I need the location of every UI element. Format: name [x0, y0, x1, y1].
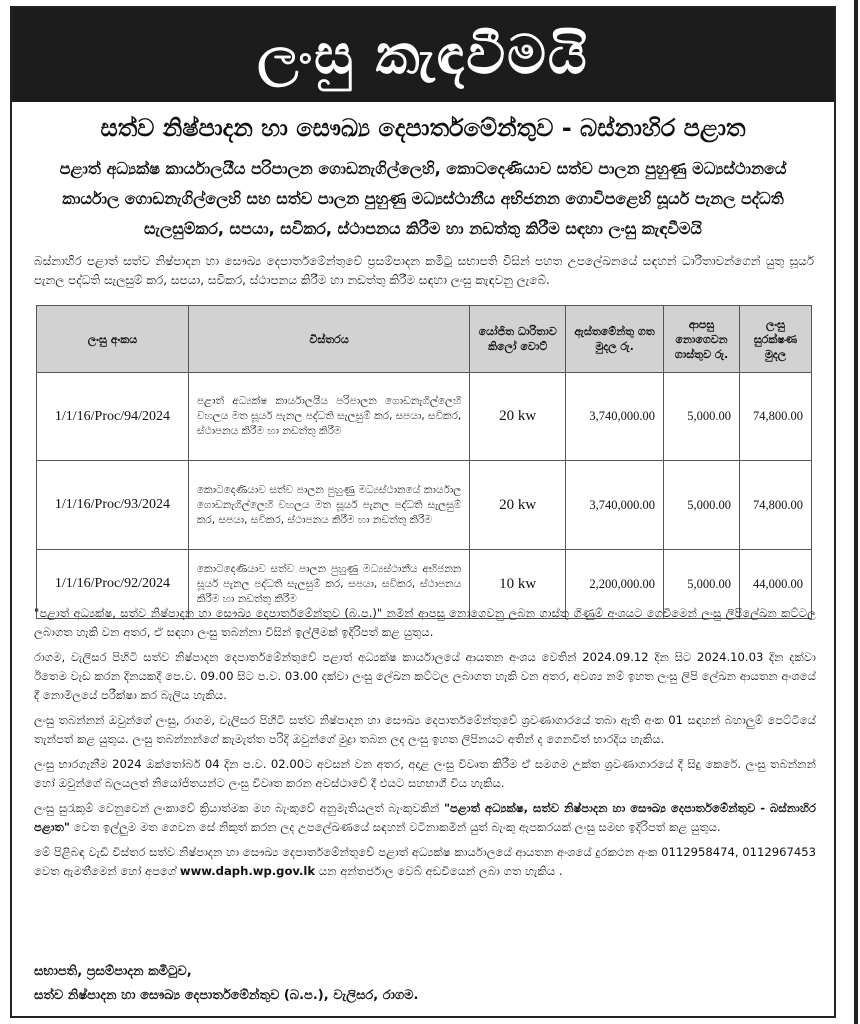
cell-security: 44,000.00	[739, 550, 811, 619]
bid-security-text-c: වෙත ඉල්ලුම මත ගෙවන සේ නිකුත් කරන ලද උපලේඛණයේ සඳහන් වටිනාකමින් යුත් බැංකු ඇපකරයක් ලංසු සමඟ ඉදිරිපත් කළ යුතුය.	[73, 820, 721, 834]
cell-security: 74,800.00	[739, 461, 811, 550]
paragraph-contact	[34, 843, 816, 881]
department-title: සත්ව නිෂ්පාදන හා සෞඛ්‍ය දෙපාර්තමේන්තුව - බස්නාහිර පළාත	[100, 114, 746, 142]
cell-tender-no: 1/1/16/Proc/93/2024	[37, 461, 189, 550]
table-header-row	[37, 306, 812, 373]
contact-text-a: මේ පිළිබඳ වැඩි විස්තර සත්ව නිෂ්පාදන හා සෞඛ්‍ය දෙපාර්තමේන්තුවේ පළාත් අධ්‍යක්ෂ කාර්යාලයේ ආයතන අංශයේ දුරකථන අංක 0112958474, 0112967453 වෙත ඇමතීමෙන් හෝ අපගේ	[34, 845, 816, 878]
notice-subtitle: පළාත් අධ්‍යක්ෂ කාර්යාලයීය පරිපාලන ගොඩනැගිල්ලෙහි, කොටදෙණියාව සත්ව පාලන පුහුණු මධ්‍යස්ථානයේ කාර්යාල ගොඩනැගිල්ලෙහි සහ සත්ව පාලන පුහුණු මධ්‍යස්ථානීය අභිජනන ගොවිපළෙහි සූර්ය පැනල පද්ධති සැලසුම්කර, සපයා, සවිකර, ස්ථාපනය කිරීම හා නඩත්තු කිරීම සඳහා ලංසු කැඳවීමයි	[59, 159, 787, 238]
tender-table	[36, 305, 812, 619]
cell-tender-no: 1/1/16/Proc/92/2024	[37, 550, 189, 619]
cell-estimate: 3,740,000.00	[566, 373, 664, 461]
cell-description: කොටදෙණියාව සත්ව පාලන පුහුණු මධ්‍යස්ථානීය අභිජනන සූර්ය පැනල පද්ධති සැලසුම් කර, සපයා, සවිකර, ස්ථාපනය කිරීම හා නඩත්තු කිරීම	[188, 550, 469, 619]
bid-security-text-a: ලංසු සුරැකුම් වෙනුවෙන් ලංකාවේ ක්‍රියාත්මක මහ බැංකුවේ අනුමැතියලත් බැංකුවකින්	[34, 801, 440, 815]
cell-description: කොටදෙණියාව සත්ව පාලන පුහුණු මධ්‍යස්ථානයේ කාර්යාල ගොඩනැගිල්ලෙහි වහලය මත සූර්ය පැනල පද්ධති සැලසුම් කර, සපයා, සවිකර, ස්ථාපනය කිරීම හා නඩත්තු කිරීම	[188, 461, 469, 550]
paragraph-closing: ලංසු භාරගැනීම 2024 ඔක්තෝබර් 04 දින ප.ව. 02.00ට අවසන් වන අතර, අදාළ ලංසු විවෘත කිරීම ඒ සමගම උක්ත ශ්‍රවණාගාරයේ දී සිදු කෙරේ. ලංසු තබන්නන් හෝ ඔවුන්ගේ බලයලත් නියෝජිතයන්ට ලංසු විවෘත කරන අවස්ථාවේ දී එයට සහභාගී විය හැකිය.	[34, 757, 816, 790]
cell-capacity: 20 kw	[470, 461, 566, 550]
contact-text-c: යන අන්තර්ජාල වෙබ් අඩවියෙන් ලබා ගත හැකිය .	[318, 864, 563, 878]
table-row	[37, 373, 812, 461]
banner-heading: ලංසු කැඳවීමයි	[12, 8, 834, 102]
cell-security: 74,800.00	[739, 373, 811, 461]
header-capacity: යෝජිත ධාරිතාව කිලෝ වොට්	[470, 306, 566, 373]
cell-description: පළාත් අධ්‍යක්ෂ කාර්යාලයීය පරිපාලන ගොඩනැගිල්ලෙහි වහලය මත සූර්ය පැනල පද්ධති සැලසුම් කර, සපයා, සවිකර, ස්ථාපනය කිරීම හා නඩත්තු කිරීම	[188, 373, 469, 461]
cell-tender-no: 1/1/16/Proc/94/2024	[37, 373, 189, 461]
header-security: ලංසු සුරක්ෂණ මුදල	[739, 306, 811, 373]
signatory-title: සභාපති, ප්‍රසම්පාදන කමිටුව,	[34, 964, 192, 979]
notice-body	[34, 604, 816, 887]
header-estimate: ඇස්තමේන්තු ගත මුදල රු.	[566, 306, 664, 373]
paragraph-application: "පළාත් අධ්‍යක්ෂ, සත්ව නිෂ්පාදන හා සෞඛ්‍ය දෙපාර්තමේන්තුව (බ.ප.)" නමින් ආපසු නොගෙවනු ලබන ගාස්තු ගිණුම් අංශයට ගෙවීමෙන් ලංසු ලිපිලේඛන කට්ටල ලබාගත හැකි වන අතර, ඒ සඳහා ලංසු තබන්නා විසින් ඉල්ලීමක් ඉදිරිපත් කළ යුතුය.	[34, 606, 816, 639]
intro-paragraph: බස්නාහිර පළාත් සත්ව නිෂ්පාදන හා සෞඛ්‍ය දෙපාර්තමේන්තුවේ ප්‍රසම්පාදන කමිටු සභාපති විසින් පහත උපලේඛනයේ සඳහන් ධාරිතාවන්ගෙන් යුතු සූර්ය පැනල පද්ධති සැලසුම් කර, සපයා, සවිකර, ස්ථාපනය කිරීම හා නඩත්තු කිරීම සඳහා ලංසු කැඳවනු ලැබේ.	[34, 254, 814, 287]
website-link[interactable]: www.daph.wp.gov.lk	[179, 864, 316, 878]
cell-estimate: 2,200,000.00	[566, 550, 664, 619]
paragraph-submission: ලංසු තබන්නන් ඔවුන්ගේ ලංසු, රාගම, වැලිසර පිහිටි සත්ව නිෂ්පාදන හා සෞඛ්‍ය දෙපාර්තමේන්තුවේ ශ්‍රවණාගාරයේ තබා ඇති අංක 01 සඳහන් බහාලුම් පෙට්ටියේ තැන්පත් කළ යුතුය. ලංසු තබන්නන්ගේ කැමැත්ත පරිදි ඔවුන්ගේ මුද්‍රා තබන ලද ලංසු ඉහත ලිපිනයට අතින් ද ගෙනවිත් භාරදිය හැකිය.	[34, 713, 816, 746]
cell-capacity: 20 kw	[470, 373, 566, 461]
table-row	[37, 461, 812, 550]
page-edge-rule	[854, 0, 858, 1024]
cell-fee: 5,000.00	[664, 550, 740, 619]
header-description: විස්තරය	[188, 306, 469, 373]
cell-capacity: 10 kw	[470, 550, 566, 619]
paragraph-collection-dates: රාගම, වැලිසර පිහිටි සත්ව නිෂ්පාදන දෙපාර්තමේන්තුවේ පළාත් අධ්‍යක්ෂ කාර්යාලයේ ආයතන අංශය වෙතින් 2024.09.12 දින සිට 2024.10.03 දින දක්වා ඊතෙම වැඩ කරන දිනයකදී පෙ.ව. 09.00 සිට ප.ව. 03.00 දක්වා ලංසු ලේඛන කට්ටල ලබාගත හැකි වන අතර, අවශ්‍ය නම් ඉහත ලංසු ලිපි ලේඛන ආයතන අංශයේ දී නොමිලයේ පරීක්ෂා කර බැලිය හැකිය.	[34, 650, 816, 702]
bid-security-payee: "පළාත් අධ්‍යක්ෂ, සත්ව නිෂ්පාදන හා සෞඛ්‍ය දෙපාර්තමේන්තුව - බස්නාහිර පළාත"	[34, 801, 817, 834]
cell-fee: 5,000.00	[664, 461, 740, 550]
header-tender-no: ලංසු අංකය	[37, 306, 189, 373]
header-fee: ආපසු නොගෙවන ගාස්තුව රු.	[664, 306, 740, 373]
signature-block	[34, 960, 814, 1008]
cell-estimate: 3,740,000.00	[566, 461, 664, 550]
signatory-address: සත්ව නිෂ්පාදන හා සෞඛ්‍ය දෙපාර්තමේන්තුව (බ.ප.), වැලිසර, රාගම.	[34, 988, 419, 1003]
cell-fee: 5,000.00	[664, 373, 740, 461]
paragraph-bid-security	[34, 799, 816, 837]
